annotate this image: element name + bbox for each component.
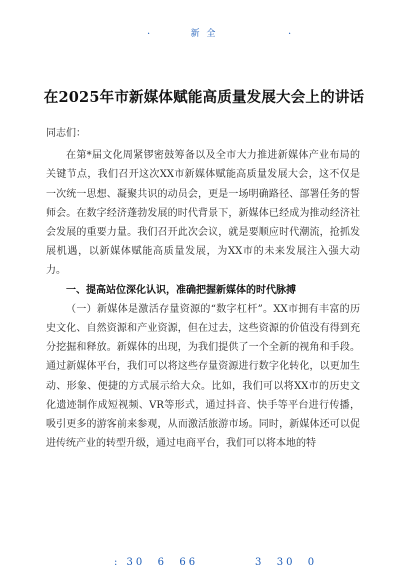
greeting: 同志们： — [46, 128, 86, 139]
header-left-mark: . — [147, 26, 151, 37]
page-footer — [0, 557, 408, 571]
body-paragraph: （一）新媒体是激活存量资源的“数字杠杆”。XX市拥有丰富的历史文化、自然资源和产业资源，但在过去，这些资源的价值没有得到充分挖掘和释放。新媒体的出现，为我们提供了一个全新的视角和手段。通过新媒体平台，我们可以将这些存量资源进行数字化转化，以更加生动、形象、便捷的方式展示给大众。比如，我们可以将XX市的历史文化遗迹制作成短视频、VR等形式，通过抖音、快手等平台进行传播，吸引更多的游客前来参观，从而激活旅游市场。同时，新媒体还可以促进传统产业的转型升级，通过电商平台，我们可以将本地的特 — [46, 303, 360, 450]
document-title: 在2025年市新媒体赋能高质量发展大会上的讲话 — [43, 89, 365, 106]
page-header — [0, 26, 408, 40]
header-right-mark: . — [288, 26, 292, 37]
document-body — [46, 124, 360, 453]
footer-right-text: 3 30 0 — [255, 557, 318, 568]
section-heading: 一、提高站位深化认识，准确把握新媒体的时代脉搏 — [66, 284, 296, 296]
intro-paragraph: 在第*届文化周紧锣密鼓筹备以及全市大力推进新媒体产业布局的关键节点，我们召开这次XX市新媒体赋能高质量发展大会，这不仅是一次统一思想、凝聚共识的动员会，更是一场明确路径、部署任务的誓师会。在数字经济蓬勃发展的时代背景下，新媒体已经成为推动经济社会发展的重要力量。我们召开此次会议，就是要顺应时代潮流，抢抓发展机遇，以新媒体赋能高质量发展，为XX市的未来发展注入强大动力。 — [46, 150, 360, 277]
header-label: 新 全 — [190, 29, 218, 39]
footer-left-text: : 30 6 66 — [114, 557, 199, 568]
